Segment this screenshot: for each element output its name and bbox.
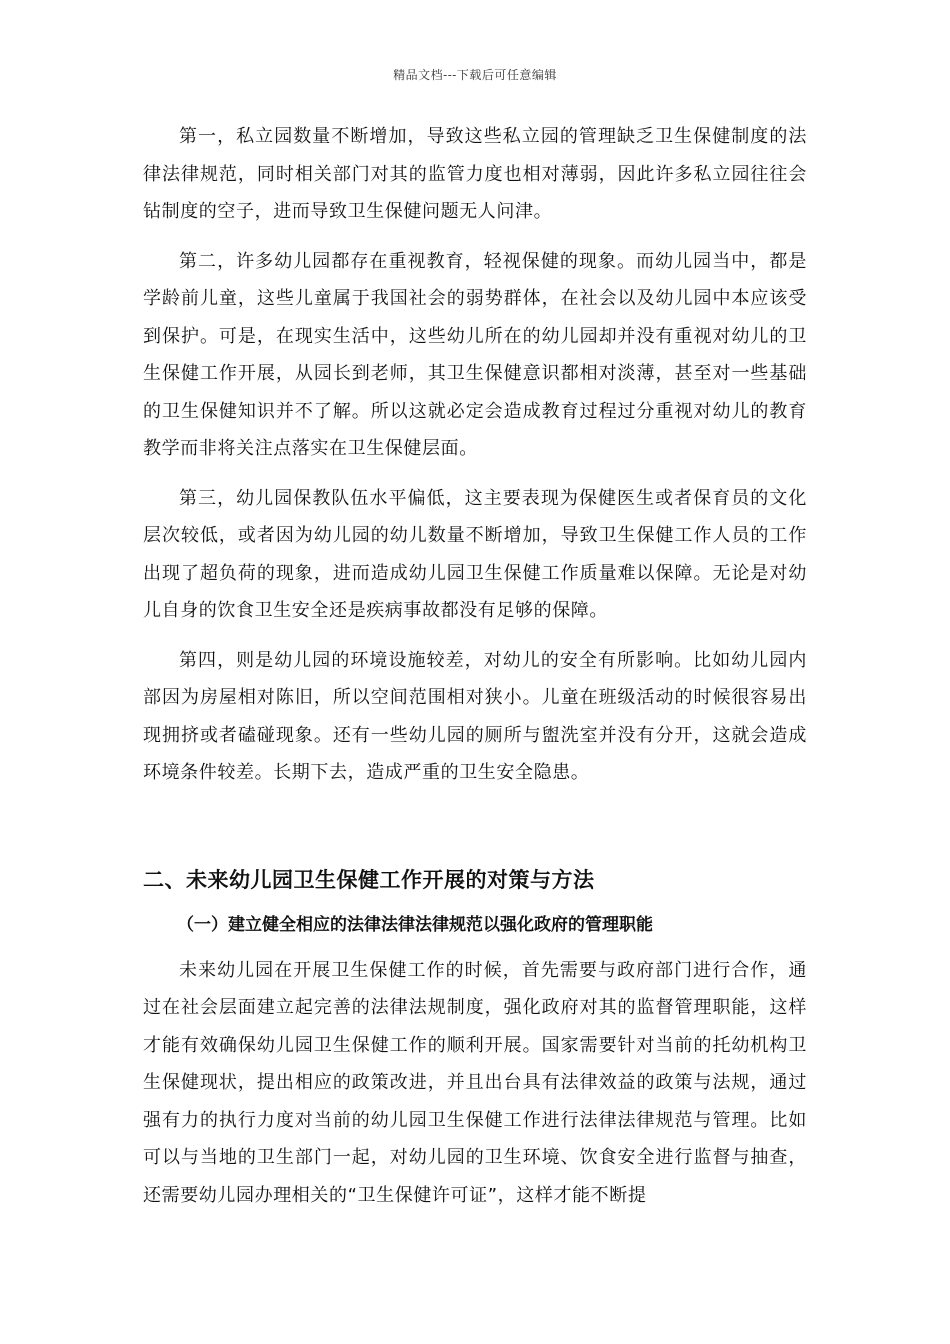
section-paragraph: 未来幼儿园在开展卫生保健工作的时候，首先需要与政府部门进行合作，通过在社会层面建立起完善的法律法规制度，强化政府对其的监督管理职能，这样才能有效确保幼儿园卫生保健工作的顺利开展。国家需要针对当前的托幼机构卫生保健现状，提出相应的政策改进，并且出台具有法律效益的政策与法规，通过强有力的执行力度对当前的幼儿园卫生保健工作进行法律法律规范与管理。比如可以与当地的卫生部门一起，对幼儿园的卫生环境、饮食安全进行监督与抽查，还需要幼儿园办理相关的“卫生保健许可证”，这样才能不断提 — [143, 959, 807, 1206]
section-heading: 二、未来幼儿园卫生保健工作开展的对策与方法 — [143, 867, 595, 892]
paragraph-3: 第三，幼儿园保教队伍水平偏低，这主要表现为保健医生或者保育员的文化层次较低，或者因为幼儿园的幼儿数量不断增加，导致卫生保健工作人员的工作出现了超负荷的现象，进而造成幼儿园卫生保健工作质量难以保障。无论是对幼儿自身的饮食卫生安全还是疾病事故都没有足够的保障。 — [143, 487, 807, 621]
paragraph-2: 第二，许多幼儿园都存在重视教育，轻视保健的现象。而幼儿园当中，都是学龄前儿童，这些儿童属于我国社会的弱势群体，在社会以及幼儿园中本应该受到保护。可是，在现实生活中，这些幼儿所在的幼儿园却并没有重视对幼儿的卫生保健工作开展，从园长到老师，其卫生保健意识都相对淡薄，甚至对一些基础的卫生保健知识并不了解。所以这就必定会造成教育过程过分重视对幼儿的教育教学而非将关注点落实在卫生保健层面。 — [143, 250, 807, 459]
subsection-heading: （一）建立健全相应的法律法律法律规范以强化政府的管理职能 — [177, 914, 653, 935]
paragraph-1: 第一，私立园数量不断增加，导致这些私立园的管理缺乏卫生保健制度的法律法律规范，同时相关部门对其的监管力度也相对薄弱，因此许多私立园往往会钻制度的空子，进而导致卫生保健问题无人问津。 — [143, 126, 807, 222]
document-body — [143, 118, 807, 1214]
paragraph-4: 第四，则是幼儿园的环境设施较差，对幼儿的安全有所影响。比如幼儿园内部因为房屋相对陈旧，所以空间范围相对狭小。儿童在班级活动的时候很容易出现拥挤或者磕碰现象。还有一些幼儿园的厕所与盥洗室并没有分开，这就会造成环境条件较差。长期下去，造成严重的卫生安全隐患。 — [143, 649, 807, 783]
page-header: 精品文档---下载后可任意编辑 — [393, 68, 557, 82]
